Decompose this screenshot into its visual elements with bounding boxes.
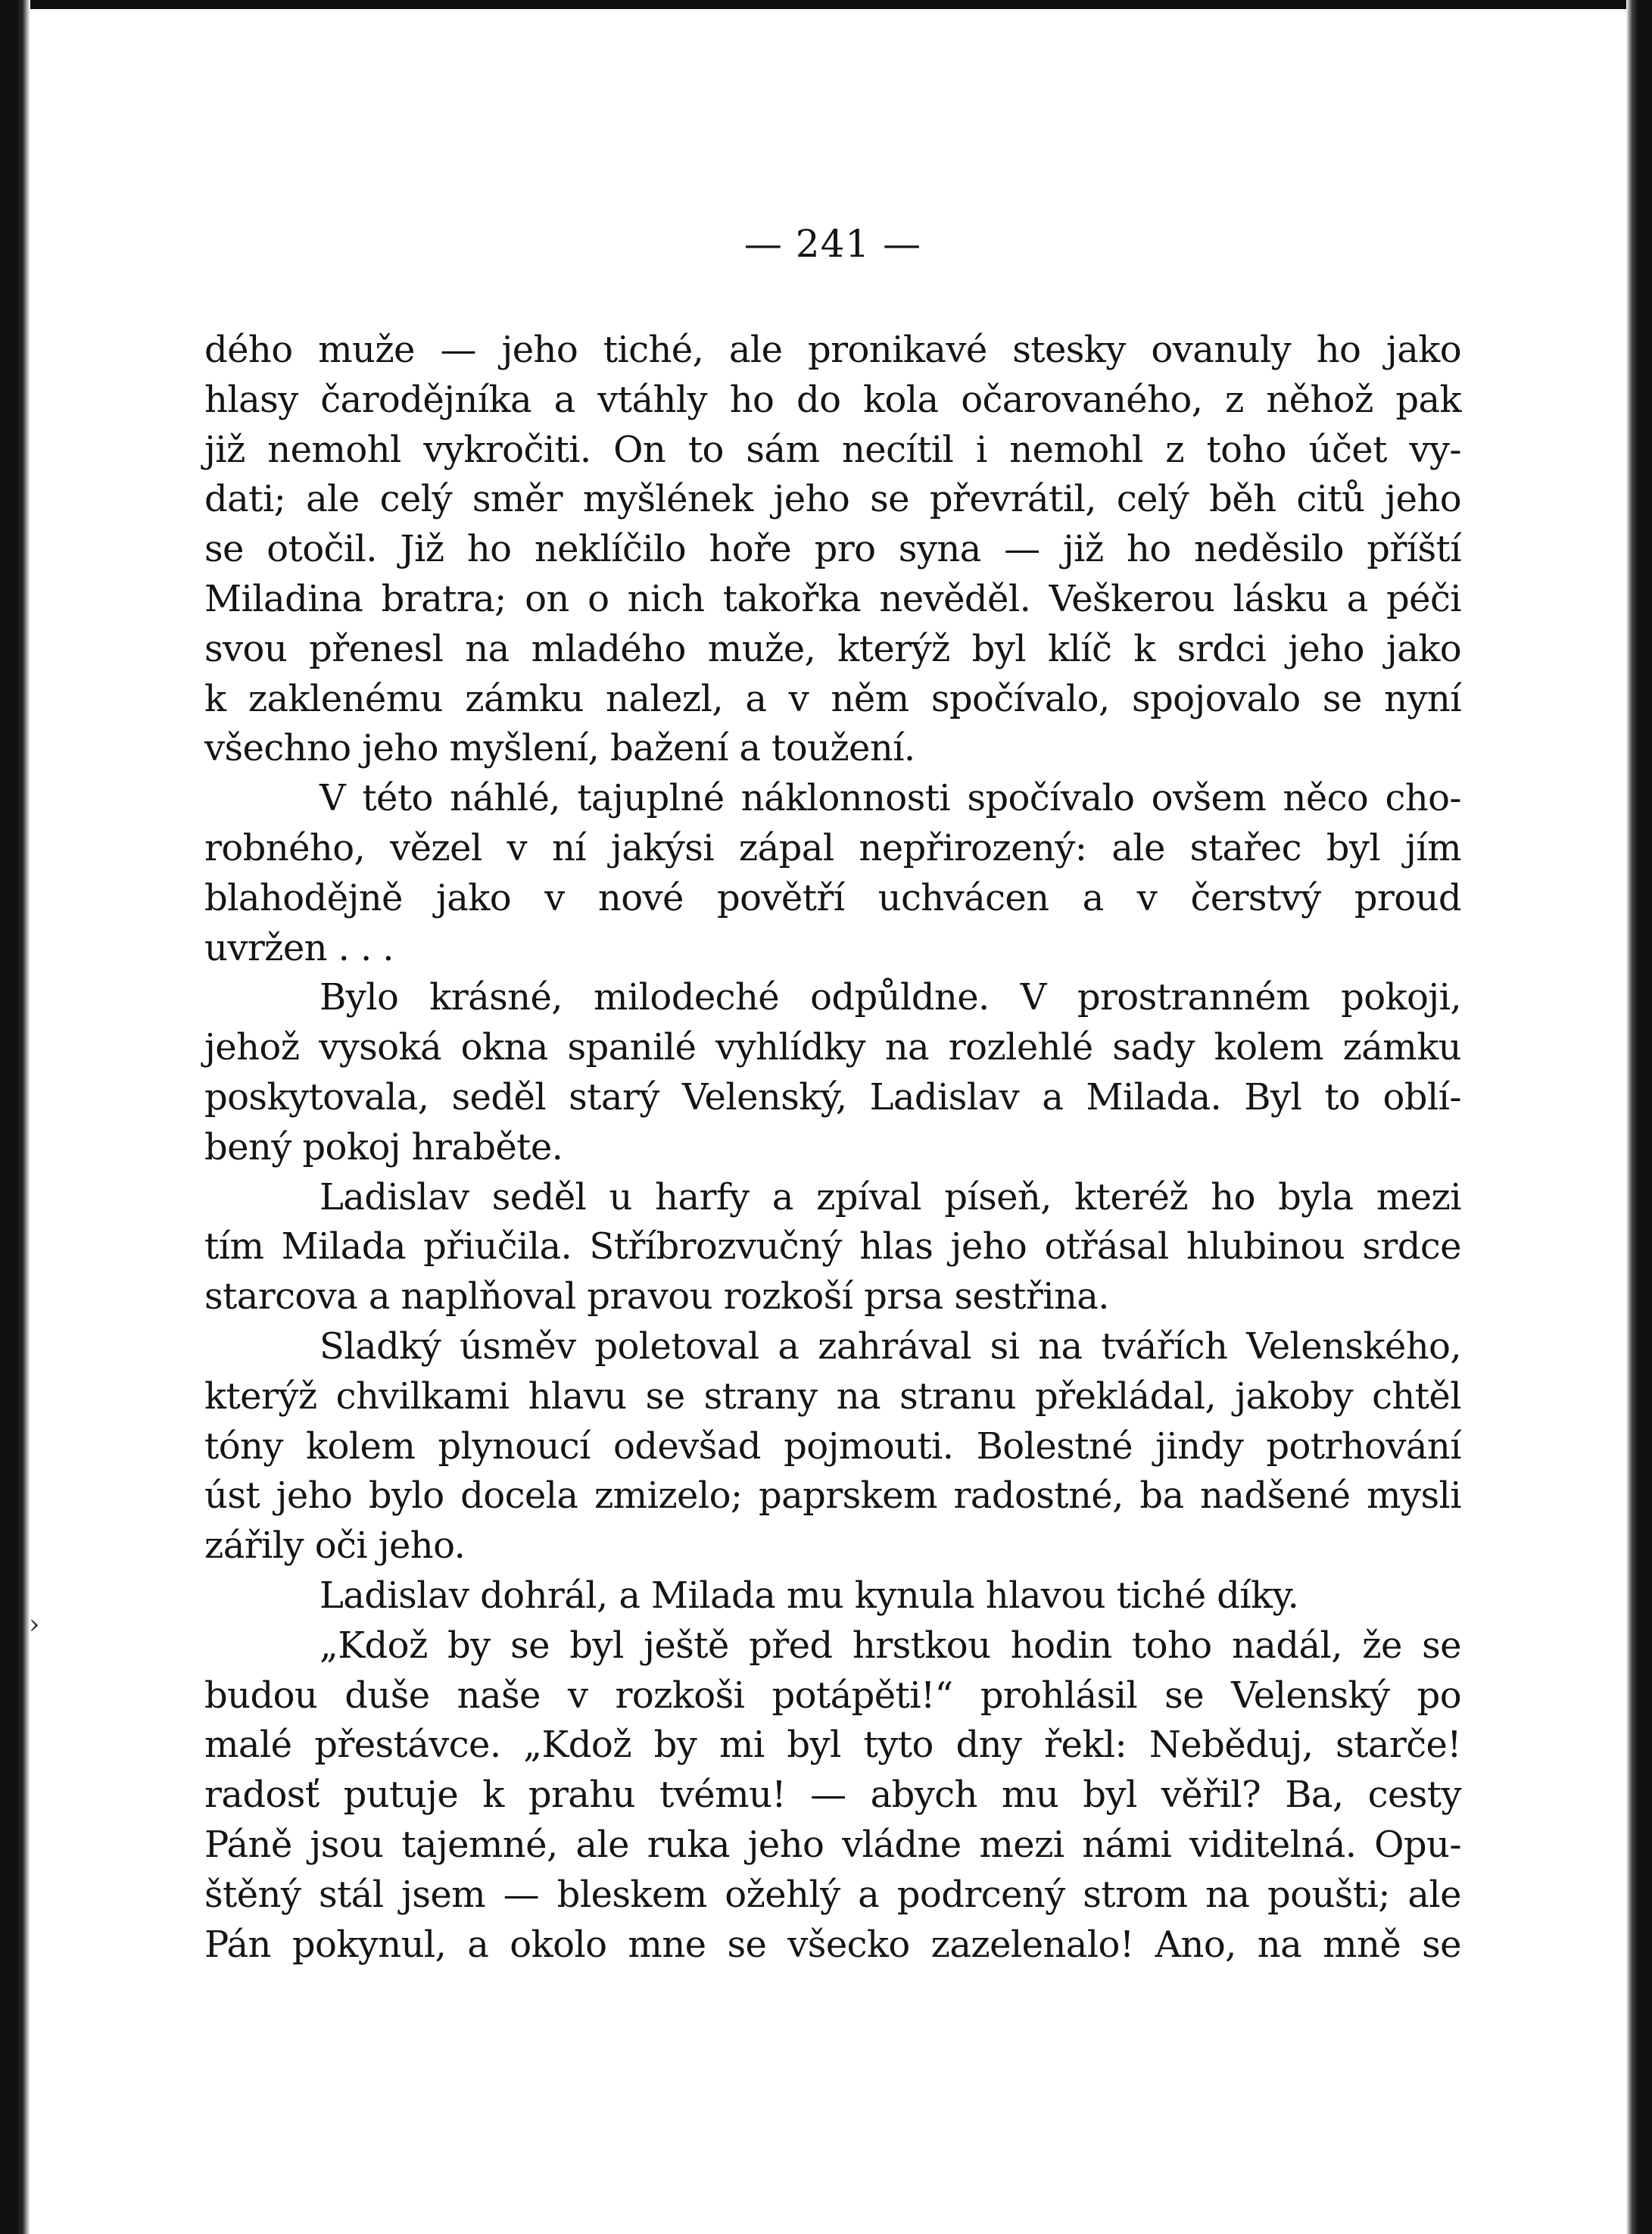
- text-line: V této náhlé, tajuplné náklonnosti spočívalo ovšem něco cho-: [319, 777, 1461, 820]
- text-line: jehož vysoká okna spanilé vyhlídky na rozlehlé sady kolem zámku: [204, 1026, 1461, 1069]
- text-line: již nemohl vykročiti. On to sám necítil i nemohl z toho účet vy-: [204, 428, 1461, 471]
- text-line: tím Milada přiučila. Stříbrozvučný hlas jeho otřásal hlubinou srdce: [204, 1225, 1461, 1268]
- text-line: hlasy čarodějníka a vtáhly ho do kola očarovaného, z něhož pak: [204, 378, 1461, 421]
- text-line: Miladina bratra; on o nich takořka nevěděl. Veškerou lásku a péči: [204, 577, 1461, 620]
- text-line: kterýž chvilkami hlavu se strany na stranu překládal, jakoby chtěl: [204, 1374, 1461, 1418]
- text-line: Pán pokynul, a okolo mne se všecko zazelenalo! Ano, na mně se: [204, 1923, 1461, 1966]
- text-line: budou duše naše v rozkoši potápěti!“ prohlásil se Velenský po: [204, 1674, 1461, 1717]
- text-line: robného, vězel v ní jakýsi zápal nepřirozený: ale stařec byl jím: [204, 826, 1461, 869]
- text-line: Sladký úsměv poletoval a zahrával si na tvářích Velenského,: [319, 1324, 1461, 1368]
- text-line: bený pokoj hraběte.: [204, 1125, 563, 1168]
- text-line: Páně jsou tajemné, ale ruka jeho vládne mezi námi viditelná. Opu-: [204, 1823, 1461, 1866]
- text-line: Ladislav seděl u harfy a zpíval píseň, kteréž ho byla mezi: [319, 1175, 1461, 1218]
- text-line: tóny kolem plynoucí odevšad pojmouti. Bolestné jindy potrhování: [204, 1424, 1461, 1468]
- text-line: Bylo krásné, milodeché odpůldne. V prostranném pokoji,: [319, 976, 1461, 1019]
- book-page: [204, 0, 1461, 2234]
- text-line: se otočil. Již ho neklíčilo hoře pro syna — již ho neděsilo příští: [204, 528, 1461, 571]
- text-line: svou přenesl na mladého muže, kterýž byl klíč k srdci jeho jako: [204, 627, 1461, 670]
- body-text: [204, 326, 1461, 1970]
- text-line: malé přestávce. „Kdož by mi byl tyto dny řekl: Neběduj, starče!: [204, 1724, 1461, 1767]
- margin-mark: ›: [29, 1609, 40, 1640]
- text-line: poskytovala, seděl starý Velenský, Ladislav a Milada. Byl to oblí-: [204, 1075, 1461, 1119]
- text-line: radosť putuje k prahu tvému! — abych mu byl věřil? Ba, cesty: [204, 1774, 1461, 1817]
- text-line: úst jeho bylo docela zmizelo; paprskem radostné, ba nadšené mysli: [204, 1474, 1461, 1518]
- text-line: dati; ale celý směr myšlének jeho se převrátil, celý běh citů jeho: [204, 478, 1461, 521]
- text-line: blahodějně jako v nové povětří uchvácen a v čerstvý proud: [204, 876, 1461, 919]
- scan-border-right: [1626, 0, 1652, 2234]
- text-line: starcova a naplňoval pravou rozkoší prsa sestřina.: [204, 1275, 1109, 1318]
- page-number: — 241 —: [743, 222, 922, 266]
- text-line: štěný stál jsem — bleskem ožehlý a podrcený strom na poušti; ale: [204, 1873, 1461, 1916]
- scan-border-left: [0, 0, 30, 2234]
- text-line: dého muže — jeho tiché, ale pronikavé stesky ovanuly ho jako: [204, 329, 1461, 371]
- text-line: všechno jeho myšlení, bažení a toužení.: [204, 727, 915, 770]
- text-line: uvržen . . .: [204, 926, 394, 969]
- text-line: Ladislav dohrál, a Milada mu kynula hlavou tiché díky.: [319, 1574, 1299, 1617]
- text-line: zářily oči jeho.: [204, 1524, 466, 1568]
- text-line: k zaklenému zámku nalezl, a v něm spočívalo, spojovalo se nyní: [204, 677, 1461, 720]
- text-line: „Kdož by se byl ještě před hrstkou hodin toho nadál, že se: [319, 1624, 1461, 1667]
